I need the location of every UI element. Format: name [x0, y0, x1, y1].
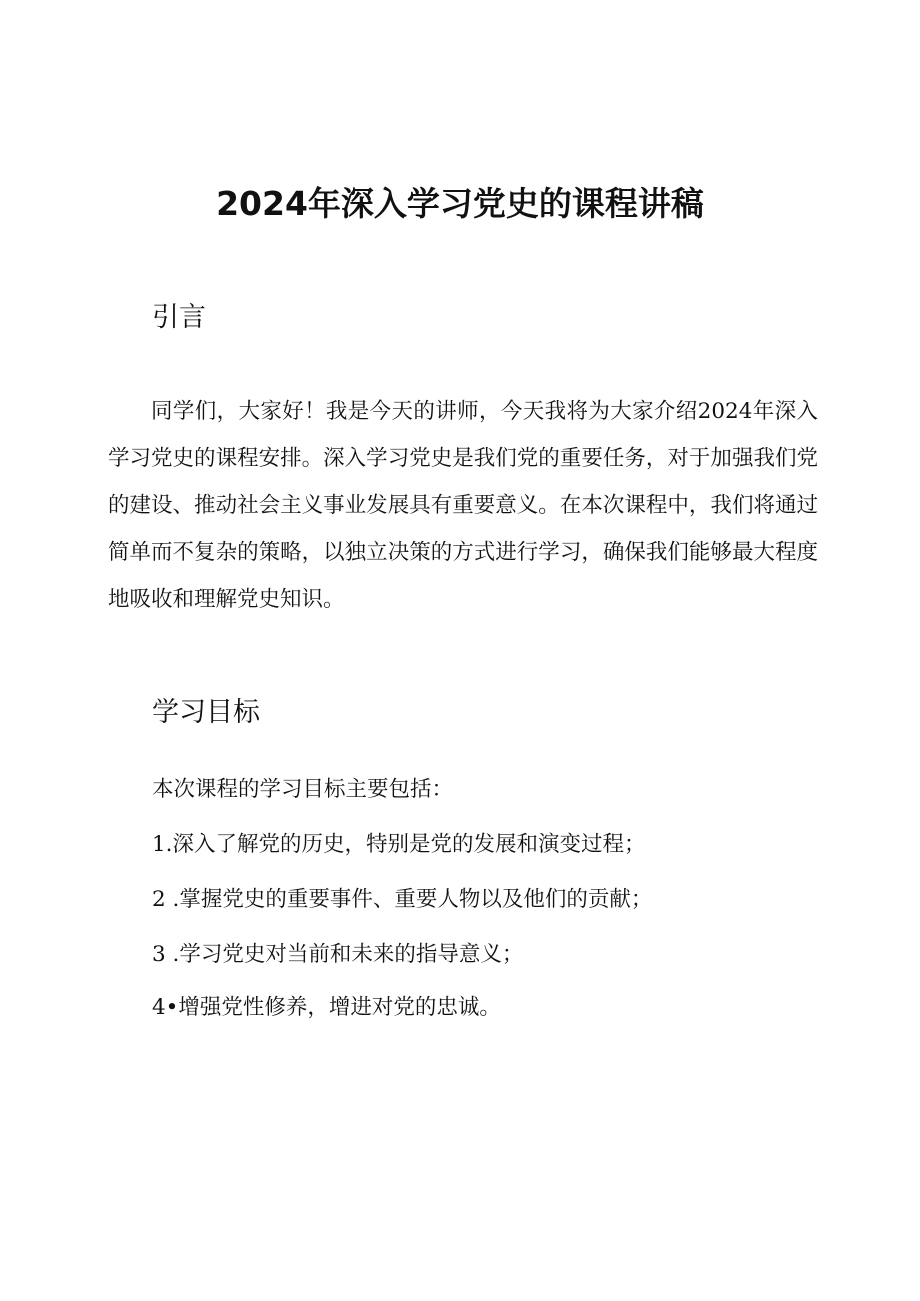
document-title: 2024年深入学习党史的课程讲稿 [216, 184, 704, 223]
goal-item-4: 4•增强党性修养，增进对党的忠诚。 [152, 995, 501, 1020]
goals-lead-text: 本次课程的学习目标主要包括： [152, 777, 454, 802]
intro-paragraph: 同学们，大家好！我是今天的讲师，今天我将为大家介绍2024年深入学习党史的课程安排。深入学习党史是我们党的重要任务，对于加强我们党的建设、推动社会主义事业发展具有重要意义。在本次课程中，我们将通过简单而不复杂的策略，以独立决策的方式进行学习，确保我们能够最大程度地吸收和理解党史知识。 [108, 399, 818, 612]
goal-item-3: 3 .学习党史对当前和未来的指导意义； [152, 942, 524, 967]
goals-heading: 学习目标 [152, 697, 260, 728]
goal-item-2: 2 .掌握党史的重要事件、重要人物以及他们的贡献； [152, 887, 653, 912]
goal-item-1: 1.深入了解党的历史，特别是党的发展和演变过程； [152, 832, 646, 857]
intro-heading: 引言 [152, 302, 206, 333]
